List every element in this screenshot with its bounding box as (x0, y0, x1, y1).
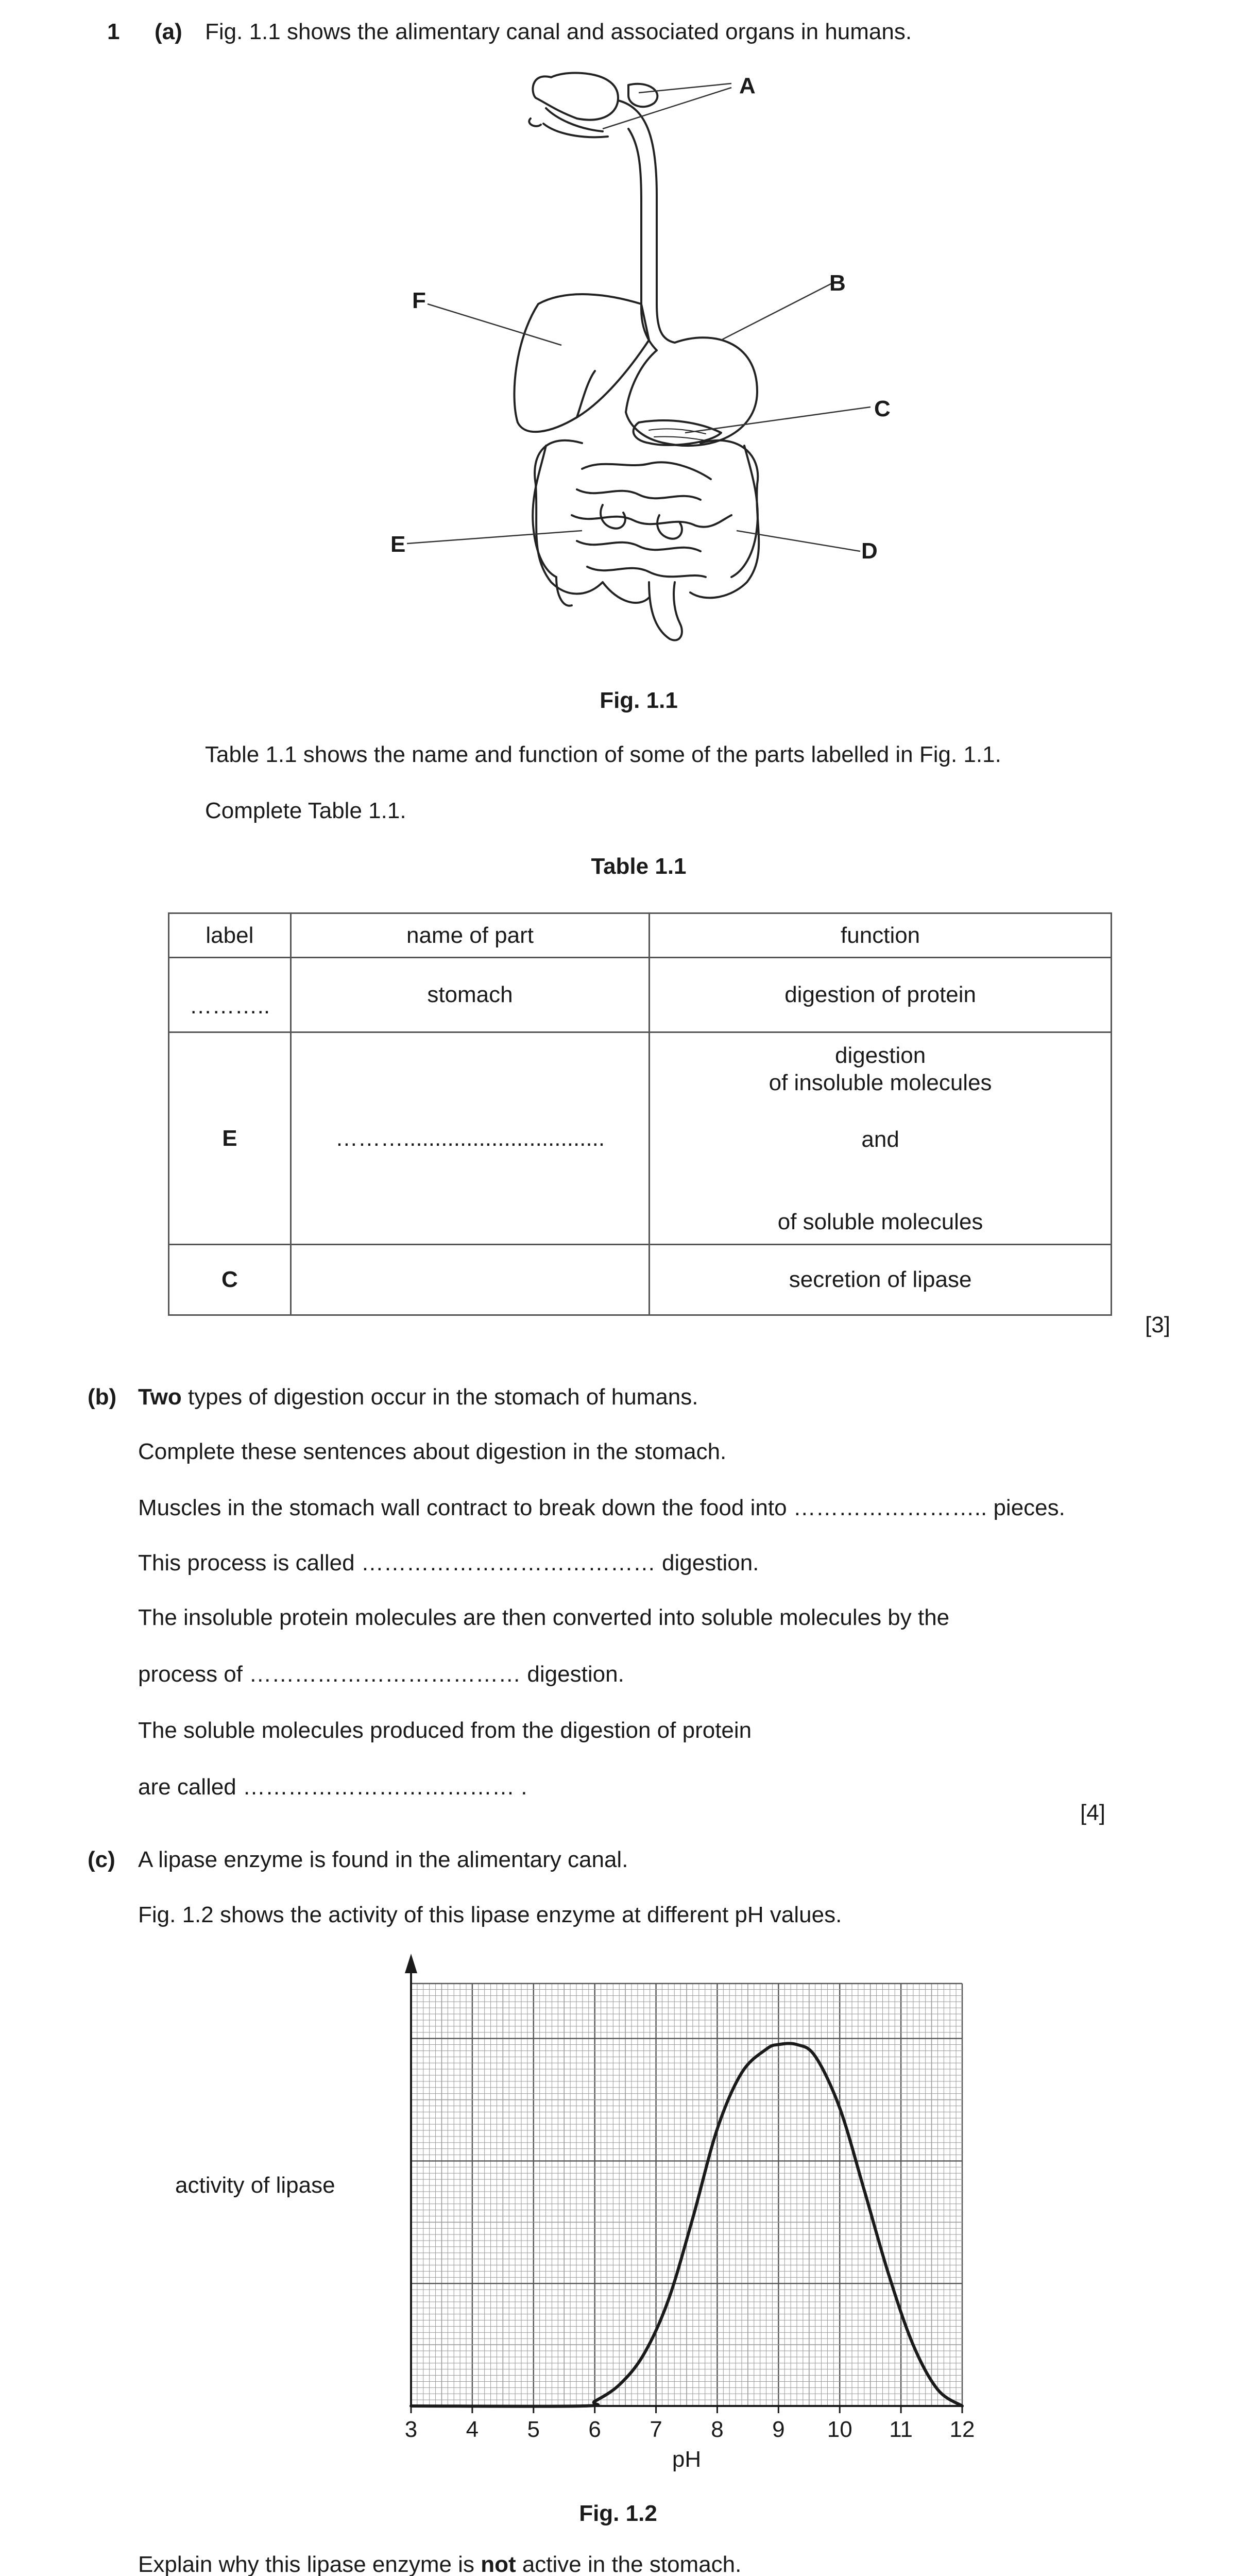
x-tick-label: 7 (650, 2417, 662, 2442)
x-tick-label: 9 (772, 2417, 785, 2442)
part-b-label: (b) (88, 1384, 117, 1410)
part-a-text: Fig. 1.1 shows the alimentary canal and associated organs in humans. (205, 19, 912, 44)
table-row (169, 1245, 1112, 1315)
alimentary-canal-diagram (361, 62, 927, 670)
b-sentence-6[interactable]: are called ……………………………… . (138, 1774, 527, 1800)
table-title: Table 1.1 (591, 854, 687, 879)
row3-label: C (169, 1245, 291, 1315)
rectum (649, 582, 682, 640)
row2-name-answer[interactable] (291, 1032, 649, 1245)
liver (514, 294, 649, 432)
x-tick-label: 11 (889, 2417, 913, 2442)
fig11-label-e: E (390, 532, 406, 557)
part-c-text: A lipase enzyme is found in the alimentary canal. (138, 1847, 628, 1872)
stomach (626, 337, 757, 446)
fig11-label-a: A (739, 73, 756, 98)
chart-ticks (405, 2406, 975, 2472)
x-tick-label: 12 (949, 2417, 975, 2442)
row2-label: E (169, 1032, 291, 1245)
row2-name-dots: ………................................ (335, 1125, 605, 1151)
part-b-rest: types of digestion occur in the stomach of humans. (181, 1384, 698, 1410)
fig11-label-b: B (829, 270, 846, 296)
row2-function-line3: and (861, 1127, 899, 1152)
b-sentence-1[interactable]: Muscles in the stomach wall contract to break down the food into …………………….. pieces. (138, 1495, 1065, 1520)
marks-a: [3] (1145, 1312, 1170, 1337)
part-c-q-pre: Explain why this lipase enzyme is (138, 2552, 481, 2576)
salivary-gland (628, 84, 657, 107)
fig11-caption: Fig. 1.1 (600, 688, 678, 713)
part-c-q-post: active in the stomach. (516, 2552, 742, 2576)
row2-function-line1: digestion (835, 1043, 926, 1068)
x-tick-label: 4 (466, 2417, 479, 2442)
x-tick-label: 10 (827, 2417, 852, 2442)
row3-name-answer[interactable] (291, 1245, 649, 1315)
chart-axes (405, 1954, 962, 2406)
row1-label-answer[interactable] (169, 958, 291, 1032)
part-c-fig-intro: Fig. 1.2 shows the activity of this lipase enzyme at different pH values. (138, 1902, 842, 1927)
b-sentence-2[interactable]: This process is called ………………………………… digestion. (138, 1550, 759, 1575)
part-c-q-bold: not (481, 2552, 516, 2576)
fig11-label-c: C (874, 396, 891, 421)
y-axis-arrow-icon (405, 1954, 417, 1973)
part-b-bold: Two (138, 1384, 182, 1410)
x-axis-label: pH (672, 2447, 702, 2472)
table-header-row (169, 913, 1112, 958)
question-number: 1 (107, 19, 120, 44)
header-label: label (169, 913, 291, 958)
part-c-question (138, 2553, 741, 2576)
table-row (169, 958, 1112, 1032)
b-sentence-4[interactable]: process of ……………………………… digestion. (138, 1662, 624, 1687)
part-c-label: (c) (88, 1847, 115, 1872)
row2-function-line4: of soluble molecules (777, 1209, 983, 1234)
chart-grid (411, 1984, 962, 2406)
row2-function (650, 1032, 1112, 1245)
row3-function: secretion of lipase (650, 1245, 1112, 1315)
x-tick-label: 5 (527, 2417, 540, 2442)
x-tick-label: 6 (588, 2417, 601, 2442)
table-instruction: Complete Table 1.1. (205, 798, 406, 823)
fig12-caption: Fig. 1.2 (579, 2501, 657, 2526)
fig11-label-f: F (412, 288, 426, 313)
row1-name: stomach (291, 958, 649, 1032)
table-1-1 (168, 912, 1112, 1316)
part-b-text (138, 1386, 698, 1409)
table-row (169, 1032, 1112, 1245)
marks-b: [4] (1080, 1800, 1105, 1825)
header-function: function (650, 913, 1112, 958)
fig11-label-d: D (861, 538, 878, 564)
lipase-activity-chart (381, 1947, 989, 2488)
b-sentence-3: The insoluble protein molecules are then converted into soluble molecules by the (138, 1605, 950, 1630)
row2-function-line2: of insoluble molecules (769, 1070, 992, 1095)
chart-ylabel: activity of lipase (175, 2173, 335, 2198)
header-name: name of part (291, 913, 649, 958)
table-intro: Table 1.1 shows the name and function of some of the parts labelled in Fig. 1.1. (205, 742, 1001, 767)
x-tick-label: 3 (404, 2417, 418, 2442)
part-a-label: (a) (155, 19, 182, 44)
mouth-outline (533, 73, 618, 120)
part-b-instruction: Complete these sentences about digestion in the stomach. (138, 1439, 727, 1464)
x-tick-label: 8 (711, 2417, 724, 2442)
oesophagus (618, 100, 675, 343)
b-sentence-5: The soluble molecules produced from the digestion of protein (138, 1718, 752, 1743)
small-intestine (572, 462, 731, 577)
row1-label-dots: ……….. (189, 993, 270, 1019)
row1-function: digestion of protein (650, 958, 1112, 1032)
